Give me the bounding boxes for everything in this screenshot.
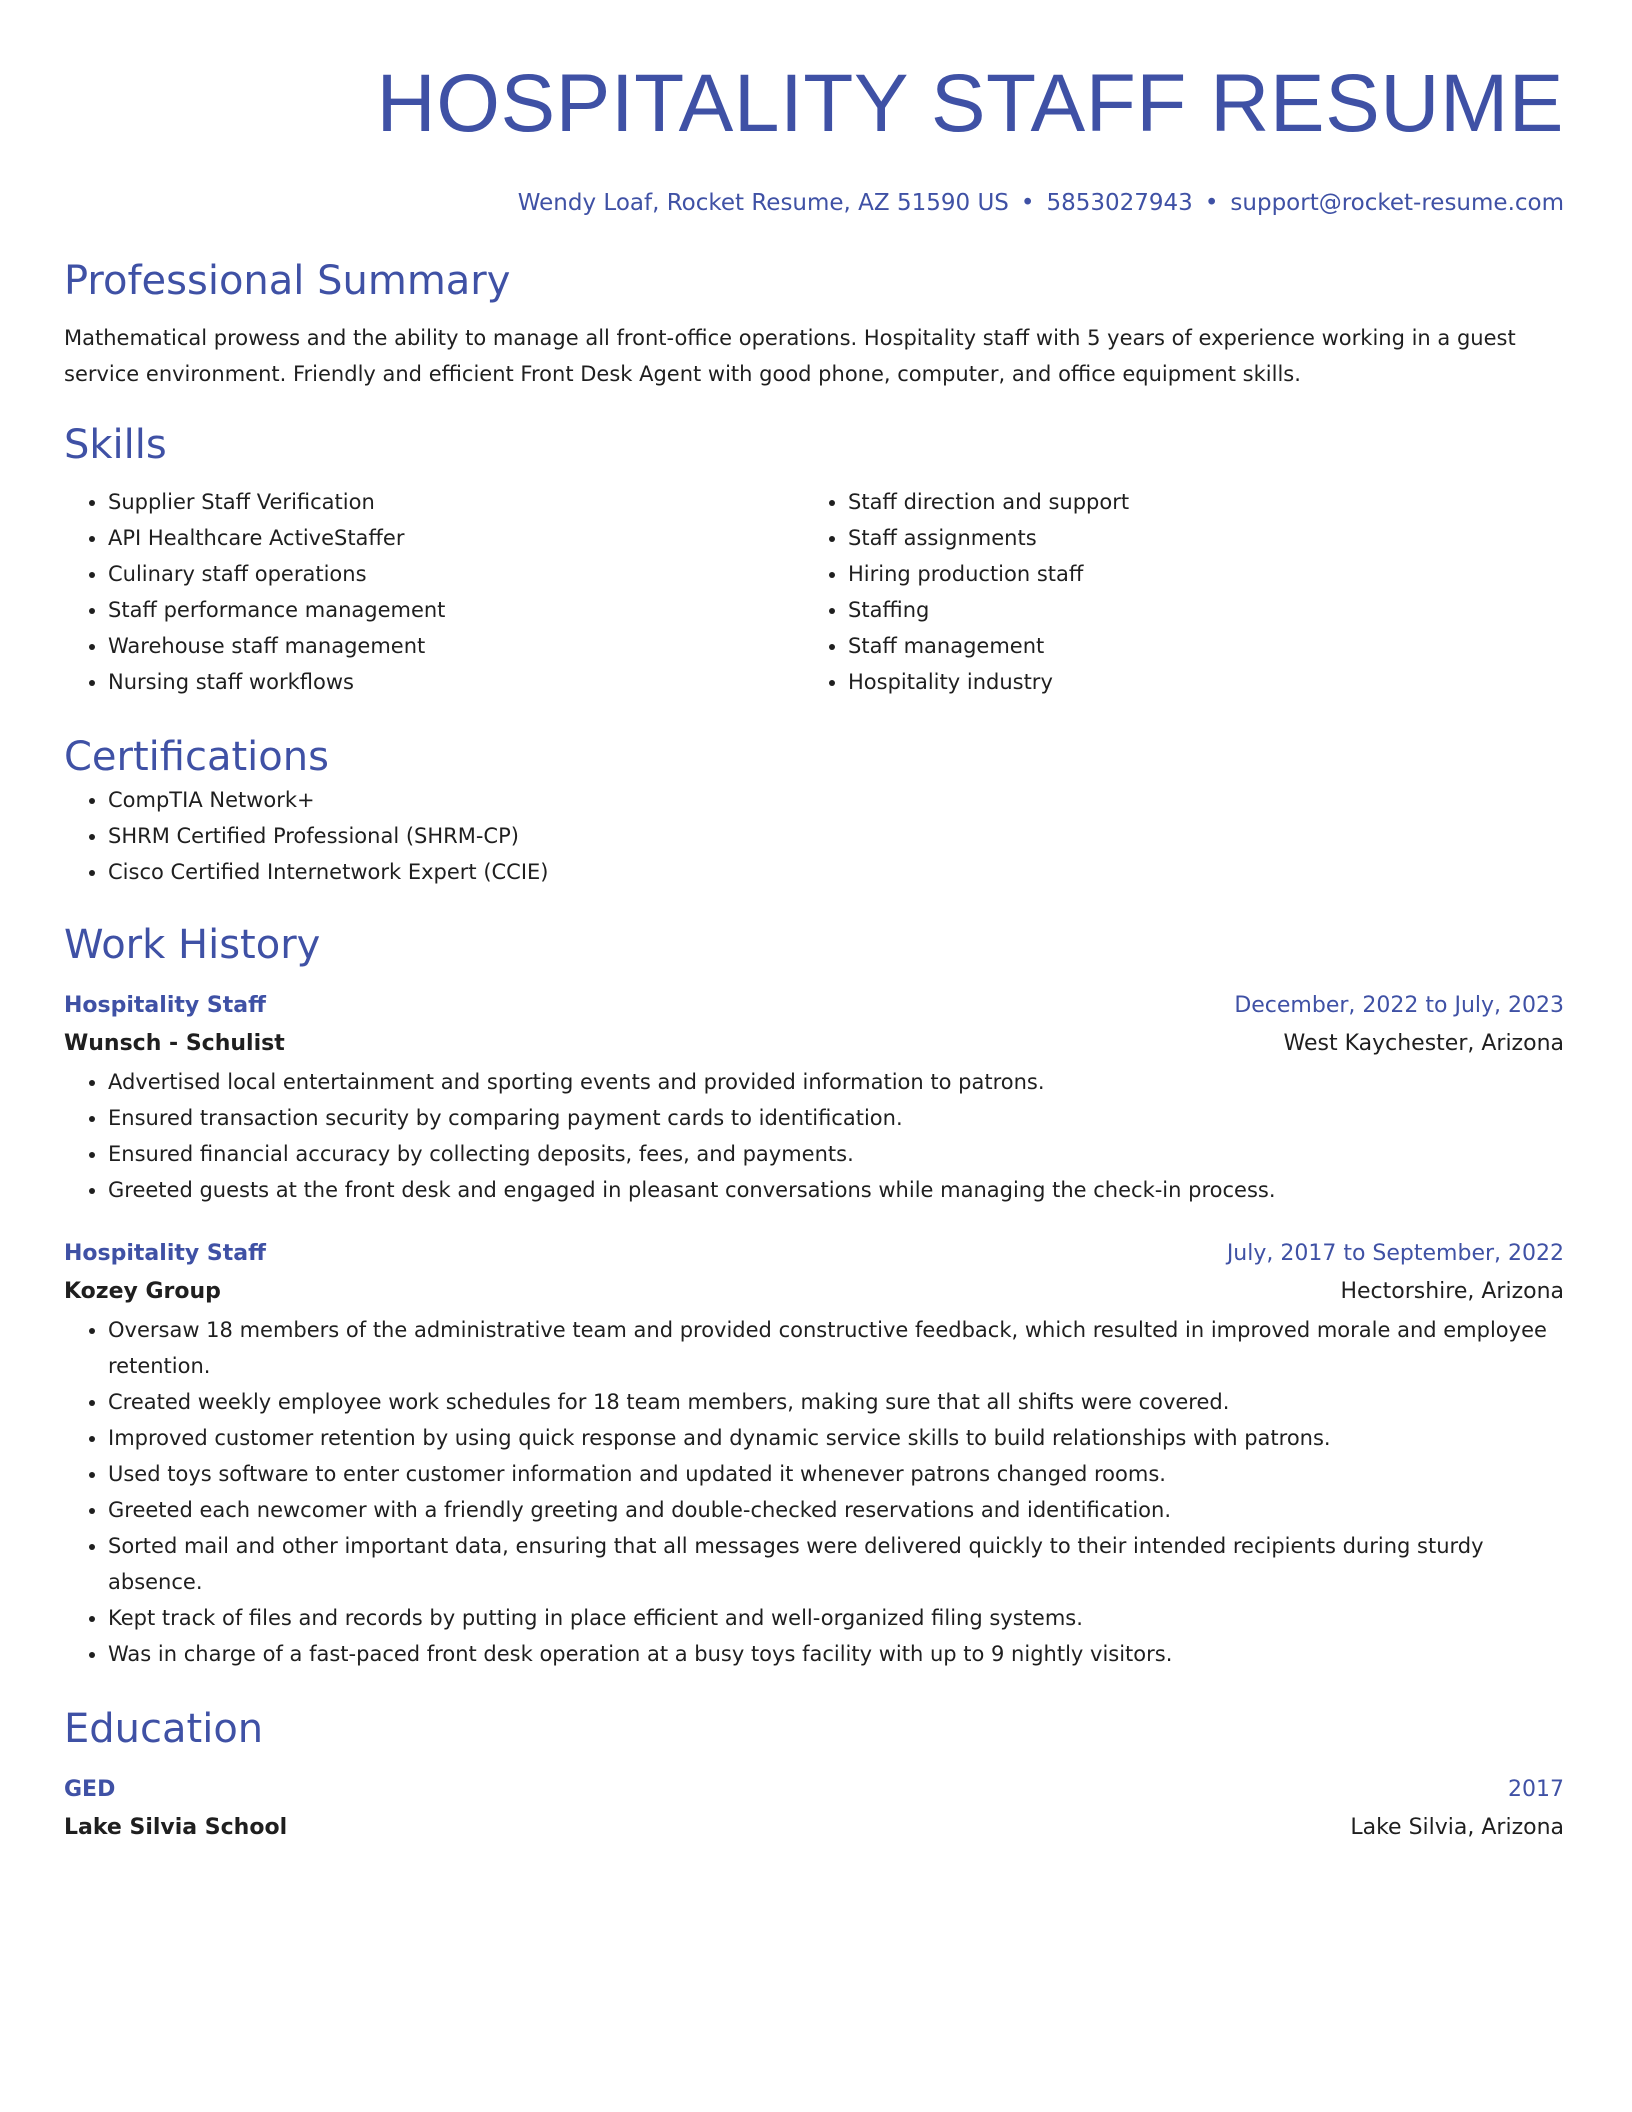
skill-item: • Supplier Staff Verification [108,484,804,520]
skill-item: • Nursing staff workflows [108,664,804,700]
job-entry [64,988,1564,1208]
education-entry [64,1772,1564,1848]
skill-item: • Staffing [848,592,1544,628]
resume-header [64,54,1564,218]
skill-item: • Staff assignments [848,520,1544,556]
job-bullet: • Greeted guests at the front desk and engaged in pleasant conversations while managing the check-in process. [108,1172,1564,1208]
job-bullet: • Advertised local entertainment and sporting events and provided information to patrons. [108,1064,1564,1100]
job-bullet: • Ensured financial accuracy by collecting deposits, fees, and payments. [108,1136,1564,1172]
job-location: Hectorshire, Arizona [1340,1279,1564,1304]
education-degree: GED [64,1777,116,1802]
contact-phone: 5853027943 [1046,190,1193,216]
certification-item: • Cisco Certified Internetwork Expert (CCIE) [108,854,1564,890]
skill-item: • Staff performance management [108,592,804,628]
skill-item: • Culinary staff operations [108,556,804,592]
job-title: Hospitality Staff [64,993,266,1018]
skills-column-left [64,484,804,700]
education-heading: Education [64,1706,264,1752]
skill-item: • Staff direction and support [848,484,1544,520]
contact-separator: • [1020,190,1035,216]
job-company-row [64,1272,1564,1312]
work-history-section [64,920,1564,1672]
certification-item: • CompTIA Network+ [108,782,1564,818]
job-company-row [64,1024,1564,1064]
skills-list-right [804,484,1544,700]
skills-grid [64,484,1564,700]
skill-item: • Hospitality industry [848,664,1544,700]
job-bullet: • Sorted mail and other important data, ensuring that all messages were delivered quickly to their intended recipients during sturdy absence. [108,1528,1564,1600]
job-dates: December, 2022 to July, 2023 [1234,993,1564,1018]
job-title: Hospitality Staff [64,1241,266,1266]
job-bullet-list [64,1064,1564,1208]
job-bullet: • Created weekly employee work schedules for 18 team members, making sure that all shifts were covered. [108,1384,1564,1420]
job-title-row [64,988,1564,1024]
skills-heading: Skills [64,422,167,468]
education-location: Lake Silvia, Arizona [1350,1815,1564,1840]
certifications-list [64,782,1564,890]
job-bullet: • Greeted each newcomer with a friendly greeting and double-checked reservations and identification. [108,1492,1564,1528]
skills-column-right [804,484,1544,700]
job-dates: July, 2017 to September, 2022 [1226,1241,1564,1266]
contact-email: support@rocket-resume.com [1230,190,1564,216]
job-entry [64,1236,1564,1672]
skills-section [64,420,1564,700]
resume-page [64,54,1564,1848]
job-title-row [64,1236,1564,1272]
job-bullet: • Improved customer retention by using quick response and dynamic service skills to build relationships with patrons. [108,1420,1564,1456]
work-history-heading: Work History [64,922,321,968]
skills-list-left [64,484,804,700]
certifications-section [64,732,1564,890]
skill-item: • Hiring production staff [848,556,1544,592]
contact-separator: • [1204,190,1219,216]
job-bullet: • Was in charge of a fast-paced front desk operation at a busy toys facility with up to 9 nightly visitors. [108,1636,1564,1672]
contact-address: Wendy Loaf, Rocket Resume, AZ 51590 US [517,190,1009,216]
skill-item: • Staff management [848,628,1544,664]
summary-text: Mathematical prowess and the ability to manage all front-office operations. Hospitality staff with 5 years of experience working in a guest service environment. Friendly and efficient Front Desk Agent with good phone, computer, and office equipment skills. [64,326,1516,386]
skill-item: • API Healthcare ActiveStaffer [108,520,804,556]
skill-item: • Warehouse staff management [108,628,804,664]
job-bullet-list [64,1312,1564,1672]
job-bullet: • Used toys software to enter customer information and updated it whenever patrons changed rooms. [108,1456,1564,1492]
job-location: West Kaychester, Arizona [1283,1031,1564,1056]
education-year: 2017 [1508,1777,1564,1802]
education-section [64,1704,1564,1848]
education-degree-row [64,1772,1564,1808]
education-school-row [64,1808,1564,1848]
certifications-heading: Certifications [64,734,329,780]
contact-line [64,188,1564,218]
job-bullet: • Oversaw 18 members of the administrative team and provided constructive feedback, which resulted in improved morale and employee retention. [108,1312,1564,1384]
summary-section [64,256,1564,392]
education-school: Lake Silvia School [64,1815,288,1840]
summary-heading: Professional Summary [64,258,511,304]
job-company: Kozey Group [64,1279,221,1304]
job-bullet: • Ensured transaction security by comparing payment cards to identification. [108,1100,1564,1136]
resume-title: HOSPITALITY STAFF RESUME [376,58,1564,149]
certification-item: • SHRM Certified Professional (SHRM-CP) [108,818,1564,854]
job-bullet: • Kept track of files and records by putting in place efficient and well-organized filing systems. [108,1600,1564,1636]
job-company: Wunsch - Schulist [64,1031,285,1056]
